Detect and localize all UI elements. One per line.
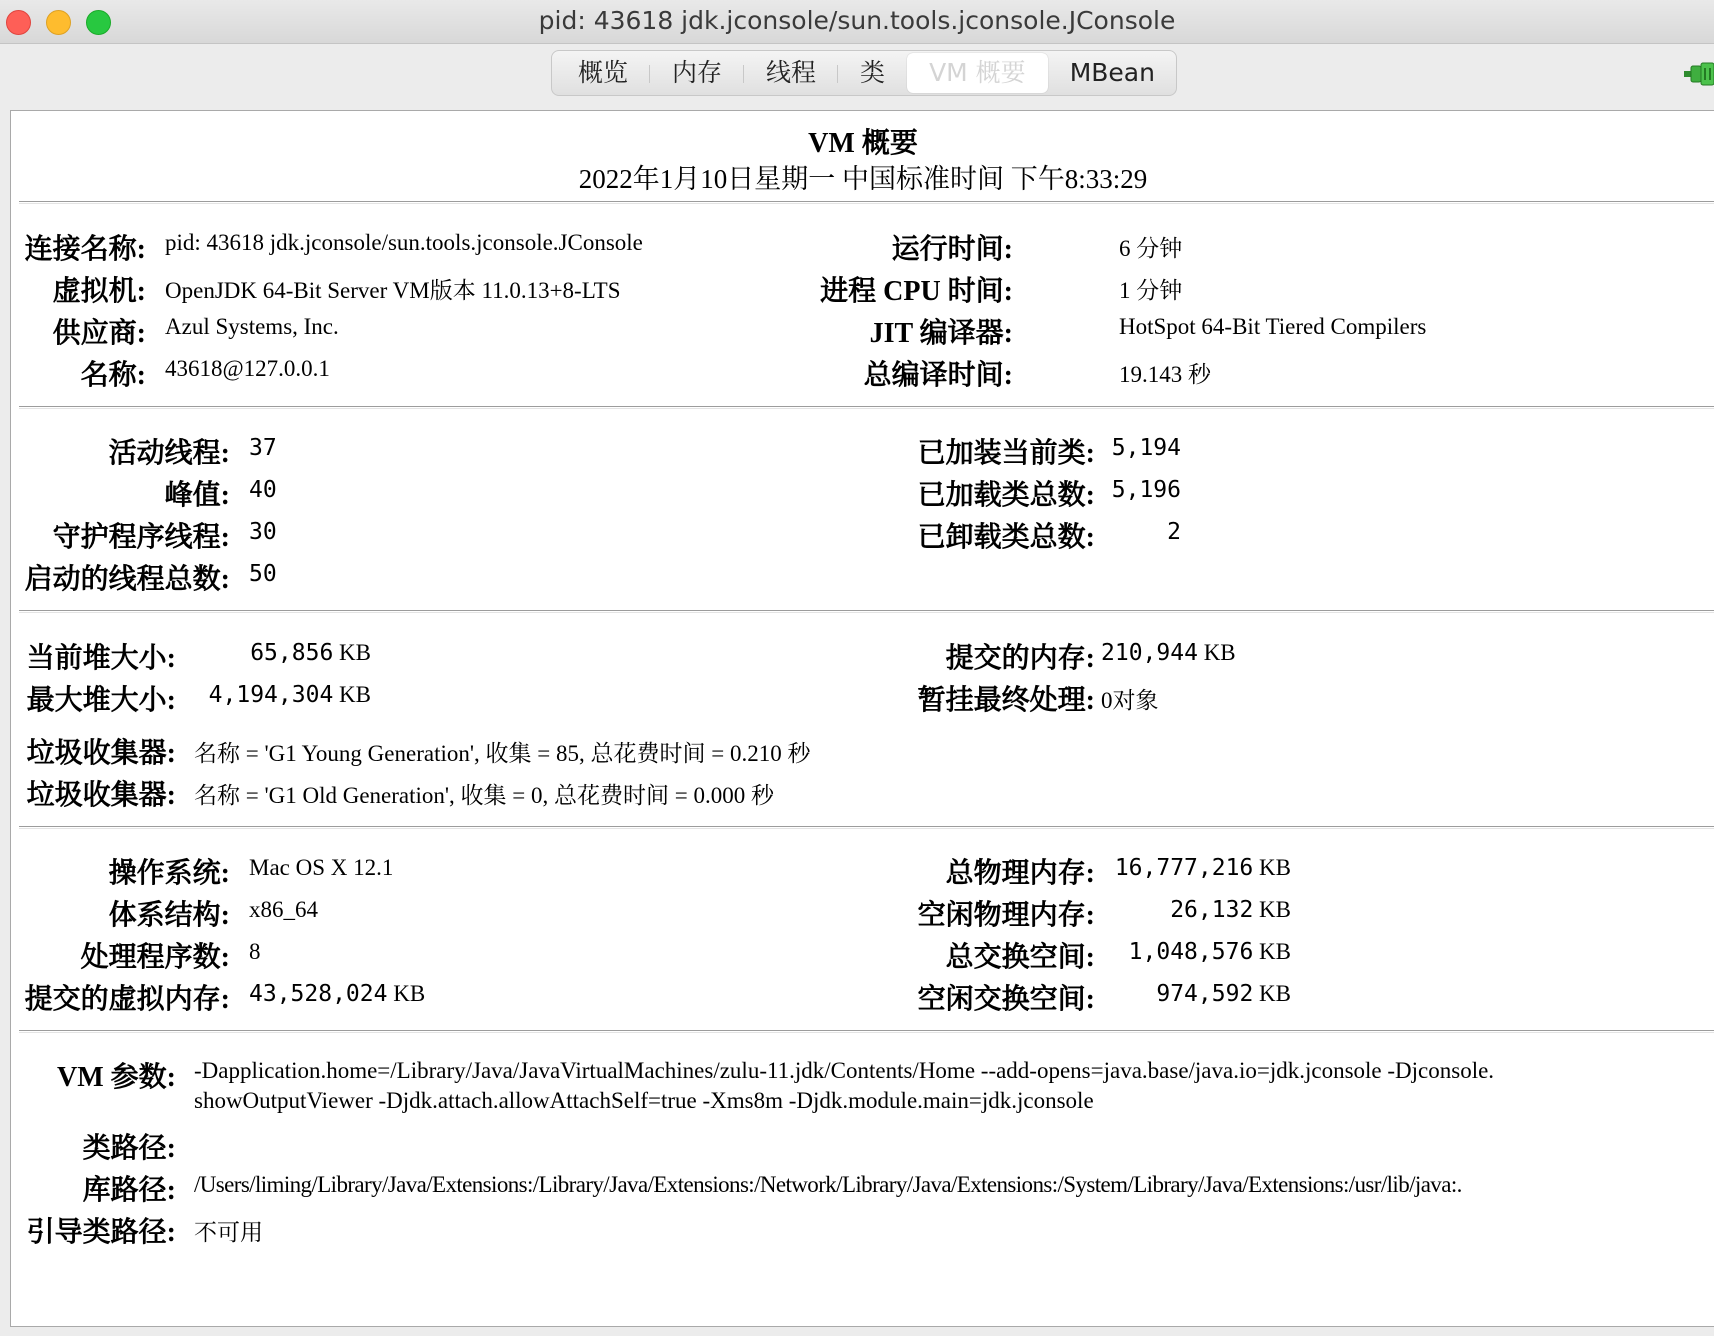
live-threads-value: 37 (249, 435, 277, 461)
tab-mbeans[interactable]: MBean (1069, 58, 1155, 87)
jit-compiler-label: JIT 编译器: (869, 318, 1013, 349)
tab-vm-summary[interactable]: VM 概要 (907, 53, 1048, 93)
committed-virtual-memory-label: 提交的虚拟内存: (24, 984, 230, 1015)
processors-value: 8 (249, 939, 261, 964)
gc-label: 垃圾收集器: (26, 738, 176, 769)
tab-bar (551, 50, 1177, 96)
pending-finalization-label: 暂挂最终处理: (917, 685, 1095, 716)
total-compile-time-value: 19.143 秒 (1119, 362, 1211, 387)
live-threads-label: 活动线程: (108, 438, 230, 469)
current-heap-size-value: 65,856 KB (250, 640, 371, 666)
gc-young-value: 名称 = 'G1 Young Generation', 收集 = 85, 总花费时间 = 0.210 秒 (194, 741, 811, 766)
current-heap-size-label: 当前堆大小: (26, 643, 176, 674)
unloaded-classes-label: 已卸载类总数: (917, 522, 1095, 553)
total-loaded-classes-value: 5,196 (1111, 477, 1181, 503)
uptime-label: 运行时间: (891, 234, 1013, 265)
report-timestamp: 2022年1月10日星期一 中国标准时间 下午8:33:29 (578, 164, 1148, 194)
os-value: Mac OS X 12.1 (249, 855, 394, 880)
total-physical-memory-label: 总物理内存: (945, 858, 1095, 889)
total-swap-space-label: 总交换空间: (945, 942, 1095, 973)
connection-name-value: pid: 43618 jdk.jconsole/sun.tools.jconsole.JConsole (165, 230, 643, 255)
total-compile-time-label: 总编译时间: (863, 360, 1013, 391)
tab-threads[interactable]: 线程 (744, 53, 838, 93)
total-started-threads-label: 启动的线程总数: (24, 564, 230, 595)
os-label: 操作系统: (108, 858, 230, 889)
vendor-value: Azul Systems, Inc. (165, 314, 339, 339)
vendor-label: 供应商: (52, 318, 146, 349)
vm-arguments-label: VM 参数: (57, 1062, 176, 1093)
total-loaded-classes-label: 已加载类总数: (917, 480, 1095, 511)
free-swap-space-value: 974,592 KB (1156, 981, 1291, 1007)
committed-virtual-memory-value: 43,528,024 KB (249, 981, 426, 1007)
library-path-label: 库路径: (82, 1175, 176, 1206)
vm-arguments-value: -Dapplication.home=/Library/Java/JavaVirtualMachines/zulu-11.jdk/Contents/Home --add-opens=java.base/java.io=jdk.jconsole -Djconsole. showOutputViewer -Djdk.attach.allowAttachSelf=true -Xms8m -Djdk.module.main=jdk.jconsole (194, 1058, 1495, 1113)
boot-class-path-value: 不可用 (194, 1220, 263, 1245)
total-swap-space-value: 1,048,576 KB (1128, 939, 1291, 965)
tab-memory[interactable]: 内存 (650, 53, 744, 93)
free-physical-memory-value: 26,132 KB (1170, 897, 1291, 923)
divider (19, 201, 1714, 204)
committed-memory-label: 提交的内存: (945, 643, 1095, 674)
name-value: 43618@127.0.0.1 (165, 356, 330, 381)
vm-value: OpenJDK 64-Bit Server VM版本 11.0.13+8-LTS (165, 278, 621, 303)
peak-threads-label: 峰值: (164, 480, 230, 511)
processors-label: 处理程序数: (80, 942, 230, 973)
free-swap-space-label: 空闲交换空间: (917, 984, 1095, 1015)
peak-threads-value: 40 (249, 477, 277, 503)
divider (19, 1030, 1714, 1033)
class-path-label: 类路径: (82, 1133, 176, 1164)
pending-finalization-value: 0对象 (1101, 688, 1159, 713)
divider (19, 610, 1714, 613)
total-physical-memory-value: 16,777,216 KB (1114, 855, 1291, 881)
page-title: VM 概要 (808, 128, 918, 159)
loaded-classes-label: 已加装当前类: (917, 438, 1095, 469)
architecture-value: x86_64 (249, 897, 318, 922)
title-bar (0, 0, 1714, 44)
tab-classes[interactable]: 类 (860, 58, 886, 87)
free-physical-memory-label: 空闲物理内存: (917, 900, 1095, 931)
daemon-threads-label: 守护程序线程: (52, 522, 230, 553)
divider (19, 406, 1714, 409)
daemon-threads-value: 30 (249, 519, 277, 545)
connection-status-icon[interactable] (1684, 60, 1714, 88)
window-title: pid: 43618 jdk.jconsole/sun.tools.jconsole.JConsole (538, 6, 1176, 35)
process-cpu-time-value: 1 分钟 (1119, 278, 1183, 303)
connection-name-label: 连接名称: (24, 234, 146, 265)
vm-label: 虚拟机: (52, 276, 146, 307)
process-cpu-time-label: 进程 CPU 时间: (820, 276, 1013, 307)
architecture-label: 体系结构: (108, 900, 230, 931)
divider (19, 826, 1714, 829)
loaded-classes-value: 5,194 (1111, 435, 1181, 461)
uptime-value: 6 分钟 (1119, 236, 1183, 261)
max-heap-size-label: 最大堆大小: (26, 685, 176, 716)
boot-class-path-label: 引导类路径: (26, 1217, 176, 1248)
committed-memory-value: 210,944 KB (1101, 640, 1236, 666)
vm-summary-panel (10, 110, 1714, 1327)
unloaded-classes-value: 2 (1167, 519, 1181, 545)
name-label: 名称: (80, 360, 146, 391)
gc-old-value: 名称 = 'G1 Old Generation', 收集 = 0, 总花费时间 = 0.000 秒 (194, 783, 774, 808)
gc-label: 垃圾收集器: (26, 780, 176, 811)
max-heap-size-value: 4,194,304 KB (208, 682, 371, 708)
jit-compiler-value: HotSpot 64-Bit Tiered Compilers (1119, 314, 1427, 339)
total-started-threads-value: 50 (249, 561, 277, 587)
library-path-value: /Users/liming/Library/Java/Extensions:/Library/Java/Extensions:/Network/Library/Java/Extensions:/System/Library/Java/Extensions:/usr/lib/java:. (194, 1172, 1462, 1197)
tab-overview[interactable]: 概览 (556, 53, 650, 93)
